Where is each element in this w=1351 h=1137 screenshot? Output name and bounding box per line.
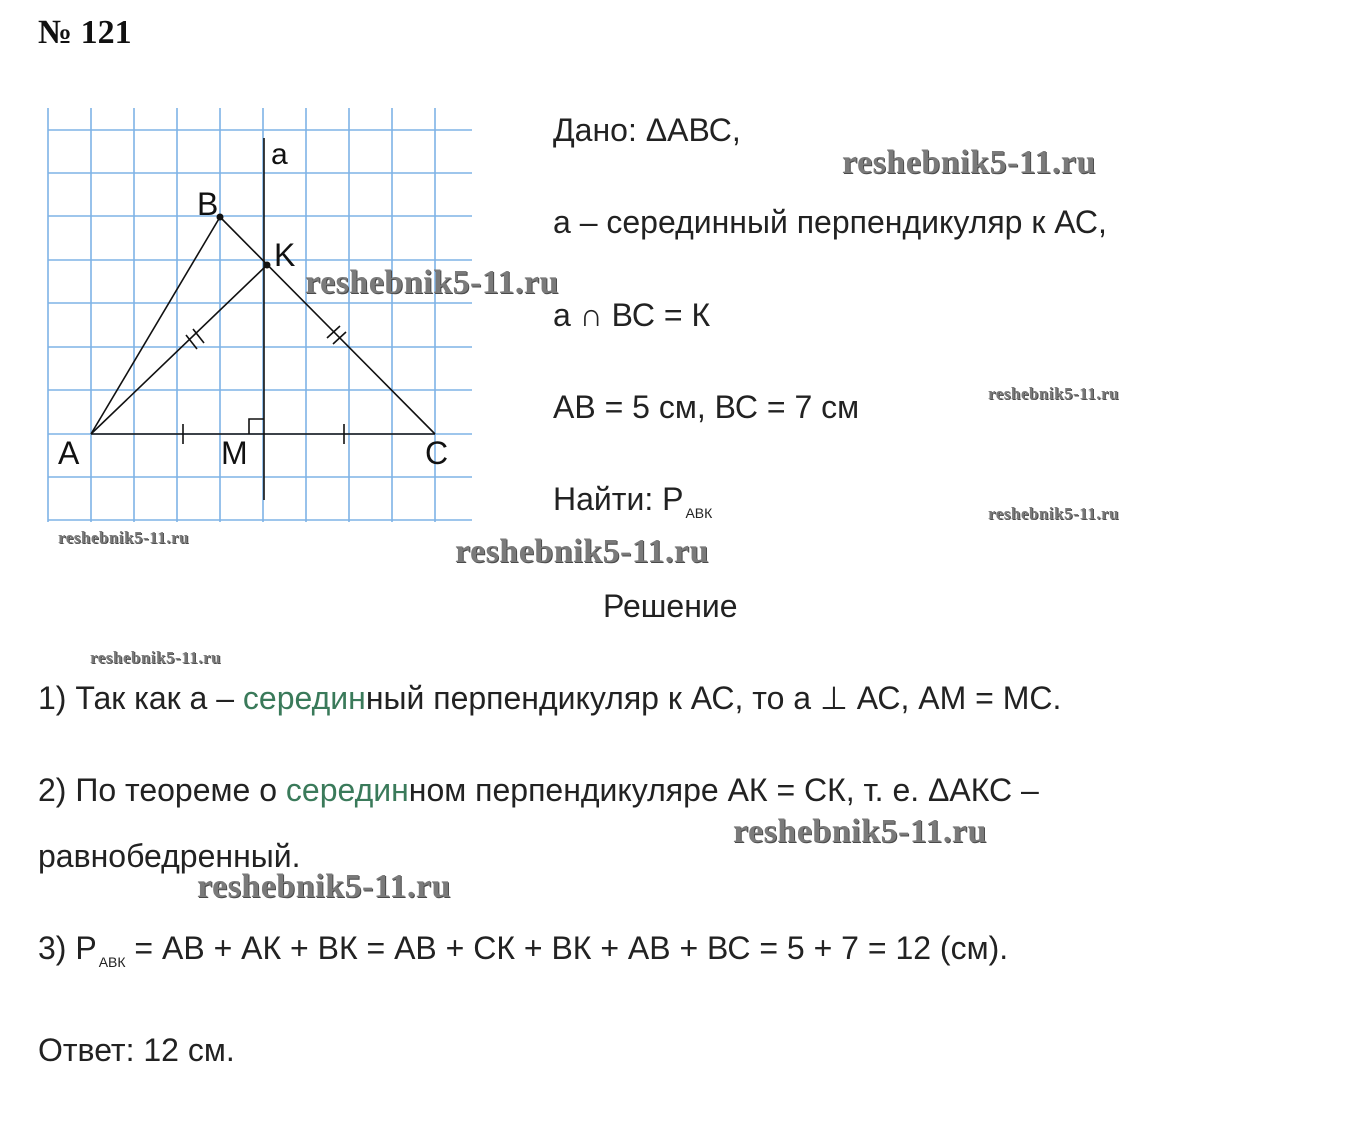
watermark: reshebnik5-11.ru [90, 648, 221, 667]
answer: Ответ: 12 см. [38, 1032, 235, 1068]
side-bc [220, 217, 435, 434]
find-subscript: АВК [685, 505, 713, 521]
right-angle-mark [249, 419, 264, 434]
problem-number: № 121 [38, 14, 132, 51]
watermark: reshebnik5-11.ru [988, 504, 1119, 523]
label-b: B [197, 186, 219, 222]
given-line-4: АВ = 5 см, ВС = 7 см [553, 389, 860, 425]
watermark: reshebnik5-11.ru [733, 813, 987, 850]
step-3-subscript: АВК [98, 954, 126, 970]
step-2-part-b: середин [285, 772, 409, 808]
step-2-part-a: 2) По теореме о [38, 772, 286, 808]
given-line-2: a – серединный перпендикуляр к АС, [553, 204, 1107, 240]
side-ab [91, 217, 220, 434]
label-c: C [425, 435, 449, 471]
find-prefix: Найти: Р [553, 481, 684, 517]
watermark: reshebnik5-11.ru [305, 264, 559, 301]
label-a-line: a [271, 138, 288, 171]
watermark: reshebnik5-11.ru [455, 533, 709, 570]
watermark: reshebnik5-11.ru [197, 868, 451, 905]
grid [48, 108, 472, 522]
step-1-part-c: ный перпендикуляр к АС, то a ⊥ АС, АМ = МС. [365, 680, 1062, 716]
step-3-rest: = АВ + АК + ВК = АВ + СК + ВК + АВ + ВС = 5 + 7 = 12 (см). [125, 930, 1009, 966]
step-1 [38, 679, 1061, 717]
label-k: K [274, 237, 296, 273]
watermark: reshebnik5-11.ru [58, 528, 189, 547]
step-3 [38, 930, 1008, 970]
find-line [553, 481, 712, 521]
label-m: M [221, 435, 248, 471]
step-2 [38, 772, 1039, 809]
label-a-point: A [58, 435, 80, 471]
step-1-part-b: середин [242, 680, 366, 716]
given-line-3: a ∩ ВС = К [553, 297, 711, 333]
given-line-1: Дано: ΔАВС, [553, 112, 741, 148]
point-k [264, 262, 271, 269]
solution-heading: Решение [603, 588, 738, 624]
watermark: reshebnik5-11.ru [842, 144, 1096, 181]
segment-ak [91, 265, 267, 434]
step-2-part-c: ном перпендикуляре АК = СК, т. е. ΔАКС – [408, 772, 1039, 808]
step-2-continuation: равнобедренный. [38, 838, 301, 874]
step-3-prefix: 3) Р [38, 930, 97, 966]
step-1-part-a: 1) Так как a – [38, 680, 243, 716]
watermark: reshebnik5-11.ru [988, 384, 1119, 403]
